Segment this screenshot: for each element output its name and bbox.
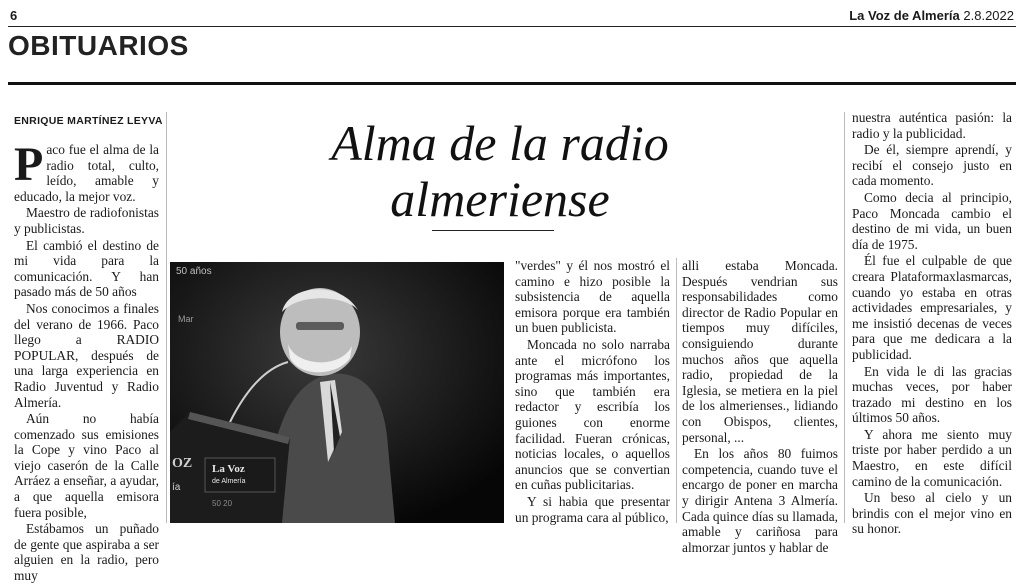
lectern-side-text: ía [172,482,181,493]
byline: ENRIQUE MARTÍNEZ LEYVA [14,115,163,127]
paragraph: "verdes" y él nos mostró el camino e hizo posible la subsistencia de aquella emisora porque era también un buen publicista. [515,258,670,336]
column-divider [676,258,677,523]
paragraph: alli estaba Moncada. Después vendrian sus responsabilidades como director de Radio Popular en tiempos muy difíciles, consiguiendo durante muchos años que aquella radio, propiedad de la Iglesia, se metiera en la piel de los almerienses., lidiando con Obispos, clientes, personal, ... [682,258,838,445]
paragraph: Como decia al principio, Paco Moncada cambio el destino de mi vida, un buen día de 1975. [852,189,1012,252]
article-photo [170,262,504,523]
section-title: OBITUARIOS [8,30,189,61]
paragraph: Aún no había comenzado sus emisiones la Cope y vino Paco al viejo caserón de la Calle Arráez a enseñar, a ayudar, a que aquella emisora fuera posible, [14,411,159,520]
lectern-logo-sub: de Almería [212,478,246,485]
lectern-side-text: OZ [172,456,193,471]
lectern-logo: La Voz [212,463,245,475]
paragraph: En vida le di las gracias muchas veces, por haber trazado mi destino en los últimos 50 años. [852,363,1012,426]
header-rule [8,26,1016,27]
speaker-at-lectern-image [170,262,504,523]
column-divider [166,112,167,523]
publication-date: 2.8.2022 [963,8,1014,23]
title-rule [432,230,554,231]
paragraph: Él fue el culpable de que creara Plataformaxlasmarcas, cuando yo estaba en otras actividades empresariales, y me insistió decenas de veces para que me dedicara a la publicidad. [852,253,1012,362]
column-2 [515,258,670,523]
column-4 [852,110,1012,537]
paragraph: Estábamos un puñado de gente que aspiraba a ser alguien en la radio, pero muy [14,521,159,584]
paragraph: El cambió el destino de mi vida para la comunicación. Y han pasado más de 50 años [14,237,159,300]
paragraph: Paco fue el alma de la radio total, culto, leído, amable y educado, la mejor voz. [14,138,159,204]
paragraph: Y si habia que presentar un programa cara al público, [515,493,670,525]
article-title: Alma de la radio almeriense [331,115,669,227]
section-rule [8,82,1016,85]
paragraph: nuestra auténtica pasión: la radio y la publicidad. [852,110,1012,141]
backdrop-text: Mar [178,314,194,324]
column-1 [14,138,159,584]
publication-name: La Voz de Almería [849,8,960,23]
drop-cap: P [14,138,44,191]
paragraph: Un beso al cielo y un brindis con el mejor vino en su honor. [852,490,1012,537]
paragraph: En los años 80 fuimos competencia, cuando tuve el encargo de poner en marcha y dirigir Antena 3 Almería. Cada quince días su llamada, amable y cariñosa para almorzar juntos y hablar de [682,446,838,555]
lectern-small-text: 50 20 [212,499,233,508]
paragraph: De él, siempre aprendí, y recibí el consejo justo en cada momento. [852,142,1012,189]
backdrop-text: 50 años [176,266,212,277]
paragraph: Nos conocimos a finales del verano de 1966. Paco llego a RADIO POPULAR, después de una larga experiencia en Radio Juventud y Radio Almería. [14,300,159,410]
paragraph: Y ahora me siento muy triste por haber perdido a un Maestro, en este difícil camino de la comunicación. [852,426,1012,489]
column-divider [844,112,845,523]
masthead [849,8,1014,23]
paragraph: Moncada no solo narraba ante el micrófono los programas más importantes, sino que también era redactor y escribía los guiones con enorme facilidad. Fueran crónicas, noticias locales, o aquellos anuncios que se convertian en cuñas publicitarias. [515,336,670,493]
column-3 [682,258,838,555]
page-number: 6 [10,8,18,23]
paragraph: Maestro de radiofonistas y publicistas. [14,205,159,236]
